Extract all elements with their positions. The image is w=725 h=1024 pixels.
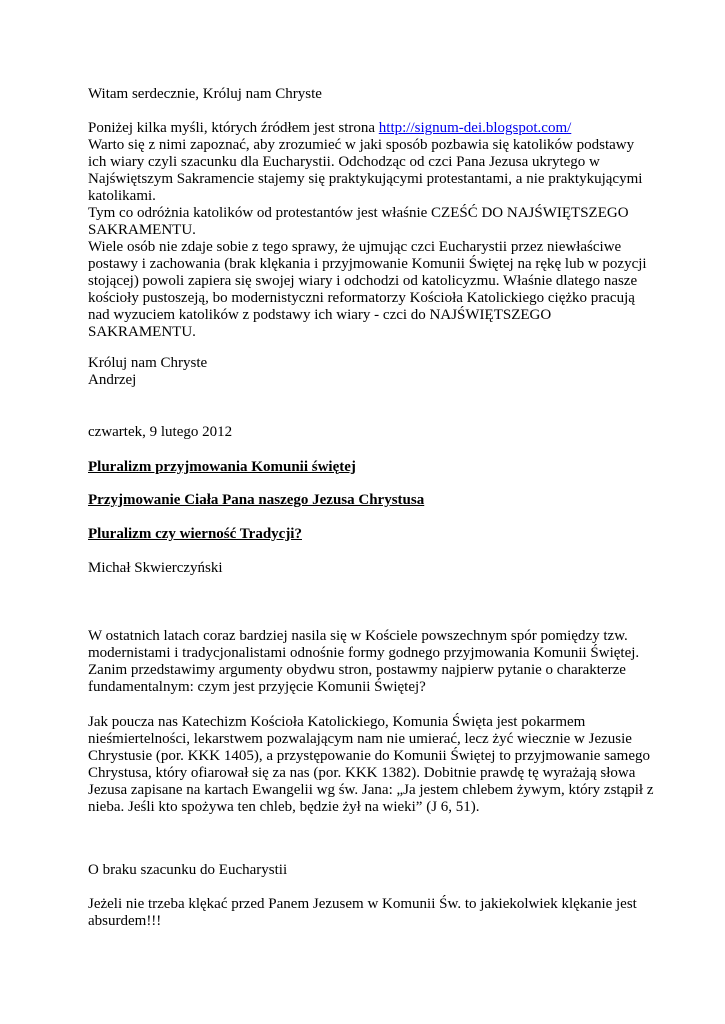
author-name: Michał Skwierczyński (88, 560, 223, 576)
signature-name: Andrzej (88, 372, 137, 388)
section-title (88, 862, 648, 879)
heading-1 (88, 459, 648, 476)
intro-line: nad wyzuciem katolików z podstawy ich wiary - czci do NAJŚWIĘTSZEGO (88, 307, 552, 323)
intro-block (88, 120, 648, 341)
intro-line: Wiele osób nie zdaje sobie z tego sprawy, że ujmując czci Eucharystii przez niewłaściwe (88, 239, 622, 255)
intro-line: stojącej) powoli zapiera się swojej wiary i odchodzi od katolicyzmu. Właśnie dlatego nasze (88, 273, 638, 289)
paragraph-line: absurdem!!! (88, 913, 162, 929)
paragraph-line: nieba. Jeśli kto spożywa ten chleb, będzie żył na wieki” (J 6, 51). (88, 799, 480, 815)
paragraph-line: Jeżeli nie trzeba klękać przed Panem Jezusem w Komunii Św. to jakiekolwiek klękanie jest (88, 896, 637, 912)
heading-3 (88, 526, 648, 543)
intro-line: Tym co odróżnia katolików od protestantów jest właśnie CZEŚĆ DO NAJŚWIĘTSZEGO (88, 205, 629, 221)
intro-line: kościoły pustoszeją, bo modernistyczni reformatorzy Kościoła Katolickiego ciężko pracują (88, 290, 635, 306)
closing-paragraph (88, 896, 648, 930)
paragraph-line: nieśmiertelności, lekarstwem pozwalającym nam nie umierać, lecz żyć wiecznie w Jezusie (88, 731, 632, 747)
intro-line: SAKRAMENTU. (88, 324, 196, 340)
greeting-text: Witam serdecznie, Króluj nam Chryste (88, 86, 322, 102)
intro-line: katolikami. (88, 188, 156, 204)
paragraph-1 (88, 628, 648, 696)
post-date-text: czwartek, 9 lutego 2012 (88, 424, 233, 440)
paragraph-line: W ostatnich latach coraz bardziej nasila się w Kościele powszechnym spór pomiędzy tzw. (88, 628, 628, 644)
paragraph-line: Zanim przedstawimy argumenty obydwu stron, postawmy najpierw pytanie o charakterze (88, 662, 626, 678)
paragraph-line: Jezusa zapisane na kartach Ewangelii wg św. Jana: „Ja jestem chlebem żywym, który zstąpił z (88, 782, 654, 798)
signature-block (88, 355, 648, 389)
paragraph-line: fundamentalnym: czym jest przyjęcie Komunii Świętej? (88, 679, 426, 695)
intro-line: postawy i zachowania (brak klękania i przyjmowanie Komunii Świętej na rękę lub w pozycji (88, 256, 647, 272)
greeting (88, 86, 648, 103)
section-title-text: O braku szacunku do Eucharystii (88, 862, 288, 878)
post-date (88, 424, 648, 441)
intro-line: ich wiary czyli szacunku dla Eucharystii. Odchodząc od czci Pana Jezusa ukrytego w (88, 154, 600, 170)
paragraph-2 (88, 714, 654, 816)
heading-text: Pluralizm przyjmowania Komunii świętej (88, 459, 356, 475)
source-link[interactable]: http://signum-dei.blogspot.com/ (378, 120, 572, 136)
intro-line: Warto się z nimi zapoznać, aby zrozumieć w jaki sposób pozbawia się katolików podstawy (88, 137, 635, 153)
intro-prefix: Poniżej kilka myśli, których źródłem jest strona (88, 120, 379, 136)
intro-line (88, 120, 648, 137)
intro-line: SAKRAMENTU. (88, 222, 196, 238)
paragraph-line: Chrystusa, który ofiarował się za nas (por. KKK 1382). Dobitnie prawdę tę wyrażają słowa (88, 765, 636, 781)
heading-text: Pluralizm czy wierność Tradycji? (88, 526, 302, 542)
paragraph-line: Jak poucza nas Katechizm Kościoła Katolickiego, Komunia Święta jest pokarmem (88, 714, 586, 730)
intro-line: Najświętszym Sakramencie stajemy się praktykującymi protestantami, a nie praktykującymi (88, 171, 643, 187)
heading-2 (88, 492, 648, 509)
paragraph-line: Chrystusie (por. KKK 1405), a przystępowanie do Komunii Świętej to przyjmowanie samego (88, 748, 650, 764)
author (88, 560, 648, 577)
signature-line: Króluj nam Chryste (88, 355, 208, 371)
paragraph-line: modernistami i tradycjonalistami odnośnie formy godnego przyjmowania Komunii Świętej. (88, 645, 640, 661)
heading-text: Przyjmowanie Ciała Pana naszego Jezusa Chrystusa (88, 492, 425, 508)
